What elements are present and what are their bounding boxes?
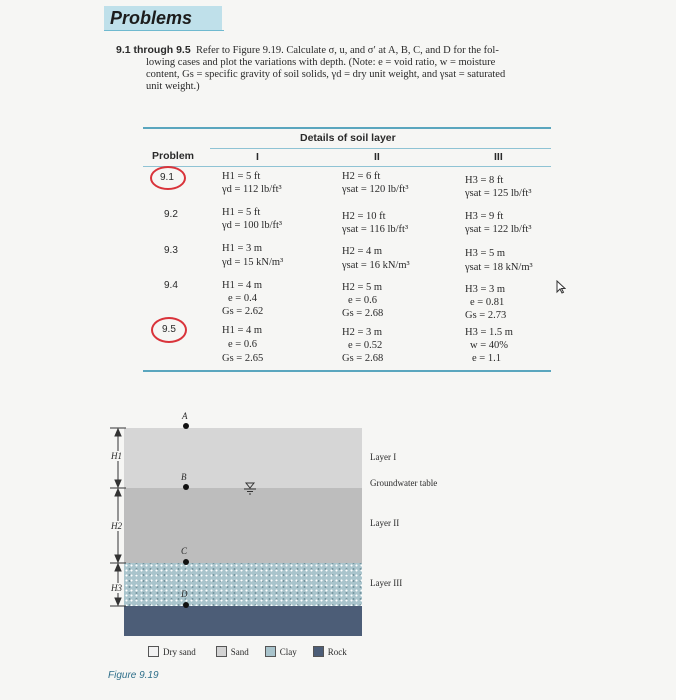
legend-swatch-dry-sand bbox=[148, 646, 159, 657]
layer-II-label: Layer II bbox=[370, 518, 400, 528]
layer-III-line: γsat = 122 lb/ft³ bbox=[465, 224, 532, 235]
layer-II-line: Gs = 2.68 bbox=[342, 353, 384, 364]
point-a-label: A bbox=[182, 411, 188, 421]
layer-II-line: e = 0.52 bbox=[348, 340, 383, 351]
layer-II-line: γsat = 16 kN/m³ bbox=[342, 260, 410, 271]
layer-I-line: γd = 100 lb/ft³ bbox=[222, 220, 283, 231]
layer-I-line: H1 = 4 m bbox=[222, 325, 263, 336]
water-table-icon bbox=[243, 482, 257, 496]
layer-III-line: w = 40% bbox=[470, 340, 509, 351]
intro-line-4: unit weight.) bbox=[146, 81, 200, 92]
problem-number: 9.3 bbox=[164, 245, 178, 256]
layer-III-line: e = 0.81 bbox=[470, 297, 505, 308]
table-top-rule bbox=[143, 127, 551, 129]
layer-I-dry-sand bbox=[124, 428, 362, 488]
layer-I-label: Layer I bbox=[370, 452, 397, 462]
layer-I-line: Gs = 2.62 bbox=[222, 306, 264, 317]
layer-II-line: γsat = 116 lb/ft³ bbox=[342, 224, 409, 235]
legend-sand: Sand bbox=[230, 646, 249, 657]
layer-I-line: γd = 112 lb/ft³ bbox=[222, 184, 282, 195]
intro-line-3: content, Gs = specific gravity of soil solids, γd = dry unit weight, and γsat = saturated bbox=[146, 69, 506, 80]
dim-h2-label: H2 bbox=[111, 521, 122, 531]
col-header-II: II bbox=[374, 151, 380, 163]
problem-number: 9.2 bbox=[164, 209, 178, 220]
legend-swatch-clay bbox=[265, 646, 276, 657]
problem-number: 9.1 bbox=[160, 172, 174, 183]
layer-I-line: H1 = 5 ft bbox=[222, 207, 261, 218]
legend-dry-sand: Dry sand bbox=[163, 646, 196, 657]
layer-III-line: H3 = 8 ft bbox=[465, 175, 504, 186]
point-b-label: B bbox=[181, 472, 187, 482]
legend-clay: Clay bbox=[279, 646, 297, 657]
layer-I-line: γd = 15 kN/m³ bbox=[222, 257, 284, 268]
point-b-marker bbox=[183, 484, 189, 490]
rock-base bbox=[124, 606, 362, 636]
layer-III-line: H3 = 5 m bbox=[465, 248, 506, 259]
layer-III-line: γsat = 125 lb/ft³ bbox=[465, 188, 532, 199]
layer-II-sand bbox=[124, 488, 362, 563]
layer-II-line: H2 = 6 ft bbox=[342, 171, 381, 182]
col-header-I: I bbox=[256, 151, 259, 163]
layer-II-line: γsat = 120 lb/ft³ bbox=[342, 184, 409, 195]
table-subheader-rule bbox=[210, 148, 551, 149]
figure-caption: Figure 9.19 bbox=[108, 670, 159, 681]
layer-II-line: H2 = 4 m bbox=[342, 246, 383, 257]
layer-III-line: H3 = 9 ft bbox=[465, 211, 504, 222]
dim-h1-label: H1 bbox=[111, 451, 122, 461]
legend bbox=[148, 646, 347, 657]
col-header-III: III bbox=[494, 151, 503, 163]
dim-h3-label: H3 bbox=[111, 583, 122, 593]
problem-number: 9.5 bbox=[162, 324, 176, 335]
legend-swatch-sand bbox=[216, 646, 227, 657]
problem-number: 9.4 bbox=[164, 280, 178, 291]
problem-ref: 9.1 through 9.5 bbox=[116, 44, 191, 56]
point-c-marker bbox=[183, 559, 189, 565]
layer-I-line: H1 = 4 m bbox=[222, 280, 263, 291]
mouse-cursor-icon bbox=[556, 280, 566, 294]
table-header-rule bbox=[143, 166, 551, 167]
legend-rock: Rock bbox=[327, 646, 347, 657]
layer-I-line: H1 = 3 m bbox=[222, 243, 263, 254]
layer-II-line: H2 = 3 m bbox=[342, 327, 383, 338]
layer-III-line: e = 1.1 bbox=[472, 353, 501, 364]
table-bottom-rule bbox=[143, 370, 551, 372]
groundwater-table-label: Groundwater table bbox=[370, 478, 438, 488]
section-heading bbox=[104, 6, 222, 30]
layer-II-line: Gs = 2.68 bbox=[342, 308, 384, 319]
layer-III-line: H3 = 3 m bbox=[465, 284, 506, 295]
point-d-marker bbox=[183, 602, 189, 608]
layer-I-line: e = 0.6 bbox=[228, 339, 257, 350]
problem-intro bbox=[116, 44, 581, 93]
col-header-problem: Problem bbox=[152, 150, 195, 162]
table-title: Details of soil layer bbox=[300, 132, 396, 144]
heading-underline bbox=[104, 30, 224, 31]
layer-II-line: H2 = 5 m bbox=[342, 282, 383, 293]
layer-III-clay bbox=[124, 563, 362, 606]
legend-swatch-rock bbox=[313, 646, 324, 657]
layer-I-line: e = 0.4 bbox=[228, 293, 257, 304]
layer-I-line: H1 = 5 ft bbox=[222, 171, 261, 182]
point-c-label: C bbox=[181, 546, 188, 556]
heading-text: Problems bbox=[110, 8, 193, 28]
layer-II-line: e = 0.6 bbox=[348, 295, 377, 306]
layer-II-line: H2 = 10 ft bbox=[342, 211, 386, 222]
intro-line-1: Refer to Figure 9.19. Calculate σ, u, and σ′ at A, B, C, and D for the fol- bbox=[195, 45, 499, 56]
layer-III-line: H3 = 1.5 m bbox=[465, 327, 513, 338]
layer-III-line: Gs = 2.73 bbox=[465, 310, 507, 321]
intro-line-2: lowing cases and plot the variations with depth. (Note: e = void ratio, w = moisture bbox=[146, 57, 496, 68]
point-a-marker bbox=[183, 423, 189, 429]
layer-III-line: γsat = 18 kN/m³ bbox=[465, 262, 533, 273]
layer-III-label: Layer III bbox=[370, 578, 403, 588]
point-d-label: D bbox=[181, 589, 188, 599]
layer-I-line: Gs = 2.65 bbox=[222, 353, 264, 364]
